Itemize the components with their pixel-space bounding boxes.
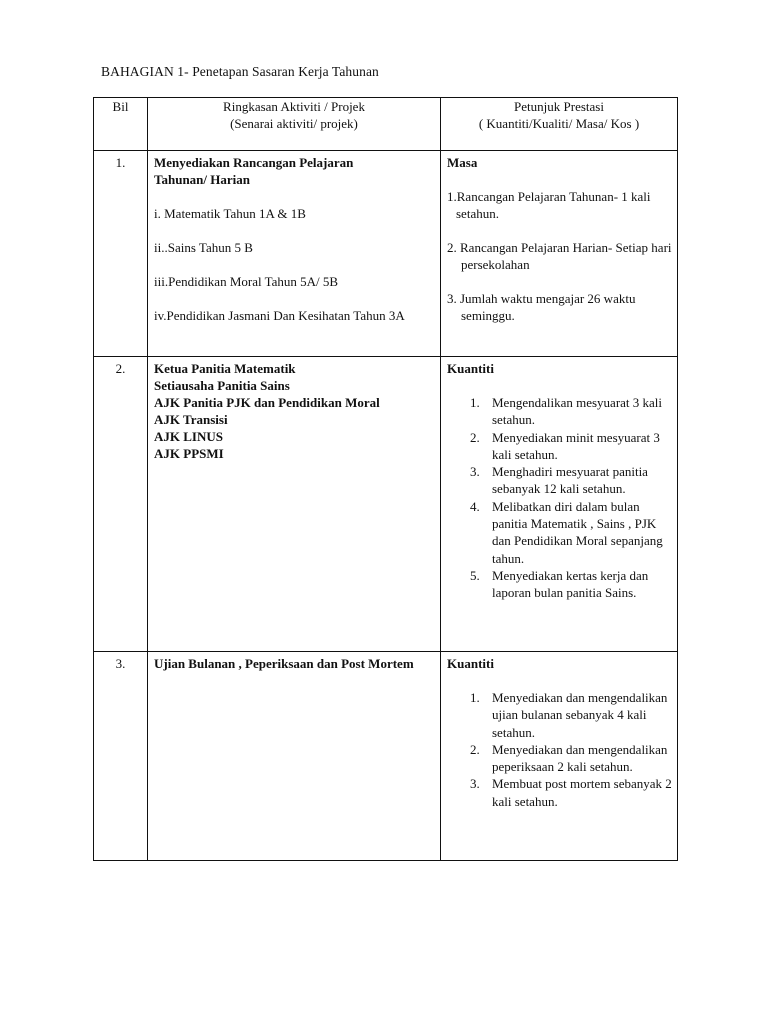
header-ringkasan-line1: Ringkasan Aktiviti / Projek [223,99,365,114]
list-item: 1. Menyediakan dan mengendalikan ujian bulanan sebanyak 4 kali setahun. [470,690,668,740]
list-item: 2. Menyediakan dan mengendalikan peperiksaan 2 kali setahun. [470,741,668,775]
table-row [94,652,678,861]
row-indicator [441,151,678,357]
indicator-label: Kuantiti [447,361,494,376]
activity-title: Menyediakan Rancangan Pelajaran [154,155,354,170]
indicator-item: 2. Rancangan Pelajaran Harian- Setiap hari persekolahan [447,240,672,272]
list-item: 4. Melibatkan diri dalam bulan panitia Matematik , Sains , PJK dan Pendidikan Moral sepanjang tahun. [470,498,663,566]
activity-item: iv.Pendidikan Jasmani Dan Kesihatan Tahun 3A [154,308,405,323]
row-activity [148,652,441,861]
header-ringkasan [148,98,441,151]
table-row [94,357,678,652]
list-item: 3. Membuat post mortem sebanyak 2 kali setahun. [470,776,672,809]
activity-item: iii.Pendidikan Moral Tahun 5A/ 5B [154,274,339,289]
activity-title: Ketua Panitia Matematik [154,361,296,376]
table-row [94,151,678,357]
header-bil: Bil [94,98,148,151]
row-activity [148,357,441,652]
row-indicator [441,652,678,861]
header-petunjuk-line1: Petunjuk Prestasi [514,99,604,114]
activity-title: AJK LINUS [154,429,223,444]
activity-item: i. Matematik Tahun 1A & 1B [154,206,306,221]
indicator-item: 3. Jumlah waktu mengajar 26 waktu seminggu. [447,291,636,323]
target-table [93,97,678,861]
indicator-list [447,394,673,602]
row-bil: 2. [94,357,148,652]
list-item: 5. Menyediakan kertas kerja dan laporan bulan panitia Sains. [470,567,649,601]
indicator-label: Kuantiti [447,656,494,671]
list-item: 3. Menghadiri mesyuarat panitia sebanyak 12 kali setahun. [470,464,648,497]
row-activity [148,151,441,357]
header-ringkasan-line2: (Senarai aktiviti/ projek) [230,116,358,131]
indicator-label: Masa [447,155,478,170]
header-petunjuk-line2: ( Kuantiti/Kualiti/ Masa/ Kos ) [478,116,640,131]
list-item: 2. Menyediakan minit mesyuarat 3 kali setahun. [470,429,660,462]
indicator-item: 1.Rancangan Pelajaran Tahunan- 1 kali setahun. [447,189,651,221]
header-petunjuk [441,98,678,151]
activity-title: AJK Panitia PJK dan Pendidikan Moral [154,395,380,410]
row-bil: 3. [94,652,148,861]
indicator-list [447,689,673,810]
page-heading: BAHAGIAN 1- Penetapan Sasaran Kerja Tahunan [101,64,379,79]
table-header-row [94,98,678,151]
activity-title: AJK Transisi [154,412,228,427]
row-indicator [441,357,678,652]
activity-title: Setiausaha Panitia Sains [154,378,290,393]
activity-title: Tahunan/ Harian [154,172,250,187]
activity-title: AJK PPSMI [154,446,224,461]
activity-item: ii..Sains Tahun 5 B [154,240,253,255]
row-bil: 1. [94,151,148,357]
activity-title: Ujian Bulanan , Peperiksaan dan Post Mortem [154,656,414,671]
list-item: 1. Mengendalikan mesyuarat 3 kali setahun. [470,395,663,428]
